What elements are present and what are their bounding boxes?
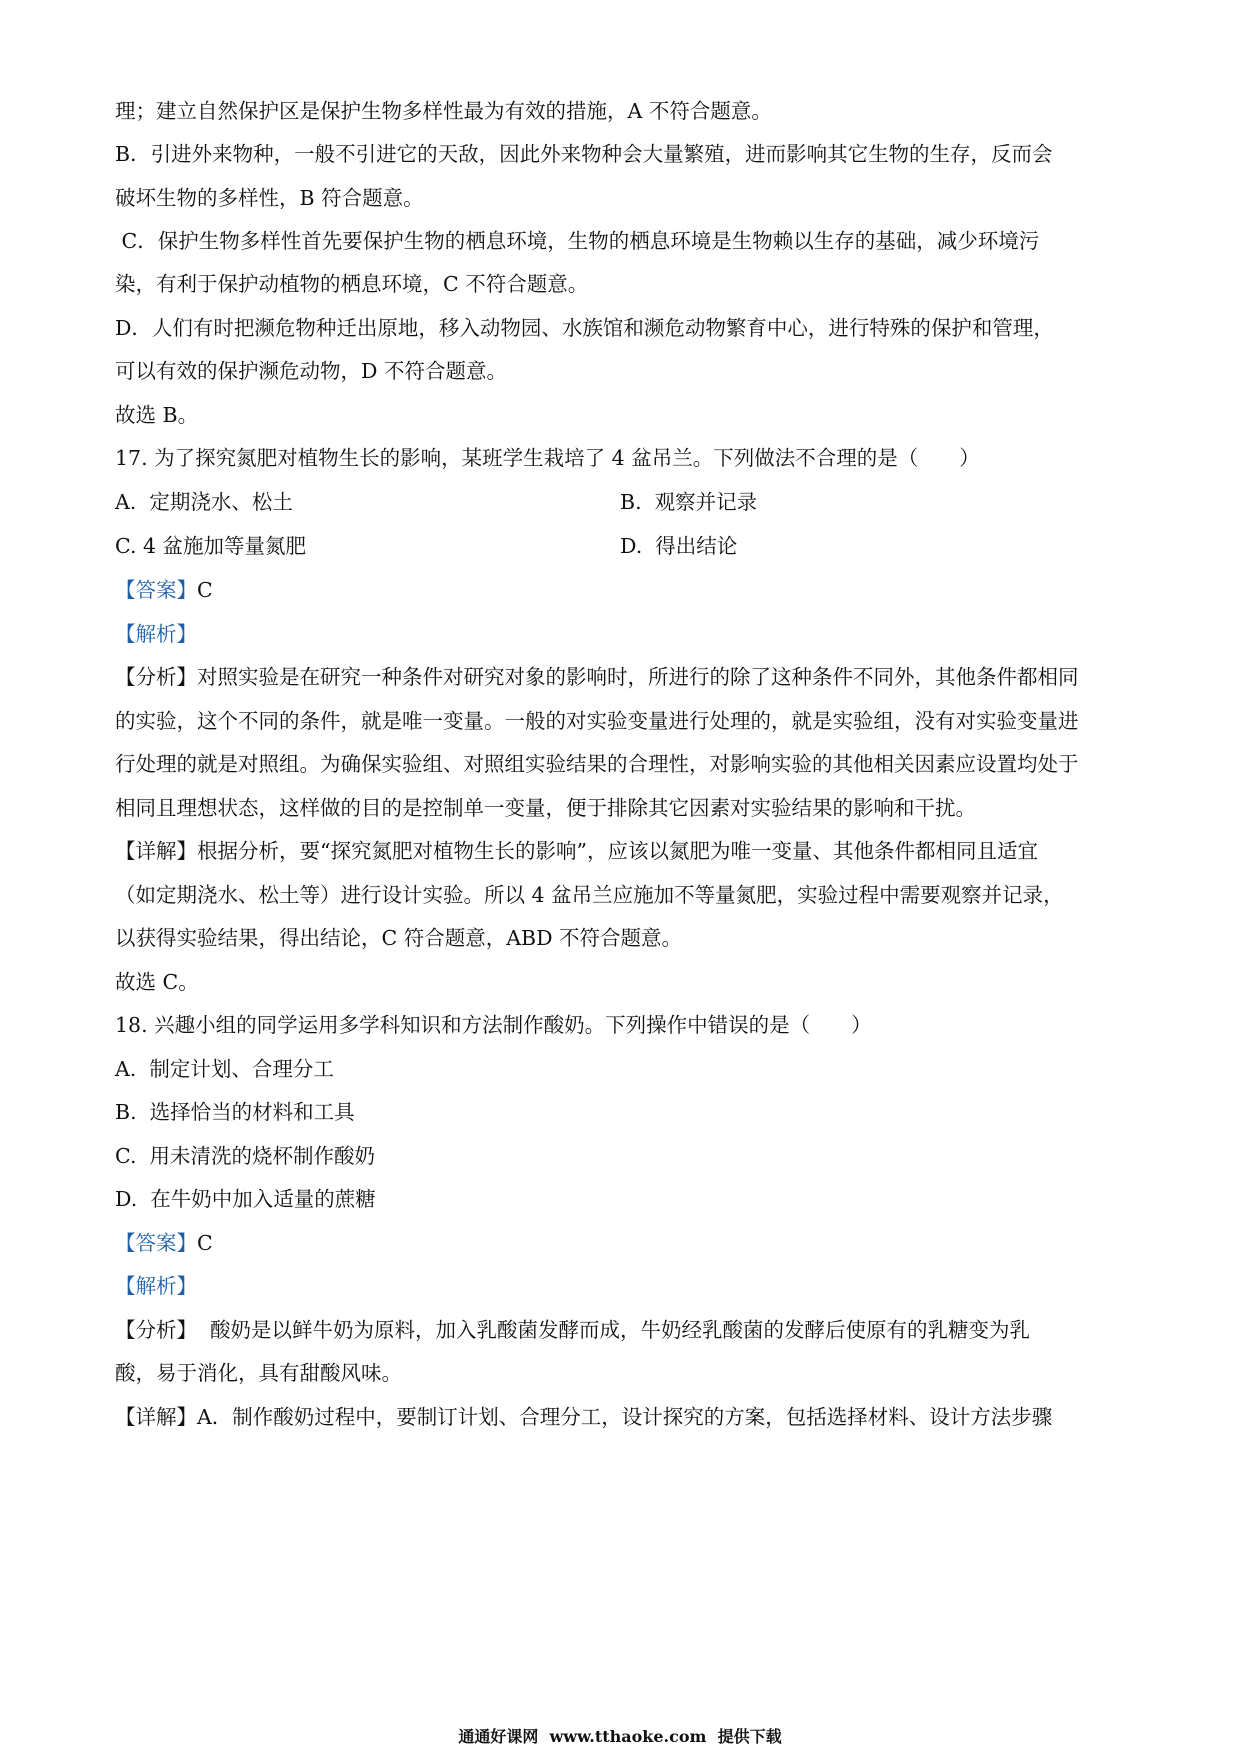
question-18-option-a: A. 制定计划、合理分工 bbox=[115, 1057, 334, 1081]
detail-tag: 【详解】 bbox=[115, 1405, 197, 1429]
text-line: 理；建立自然保护区是保护生物多样性最为有效的措施，A 不符合题意。 bbox=[115, 99, 772, 123]
question-17-analysis bbox=[115, 663, 1079, 691]
answer-tag: 【答案】 bbox=[115, 1231, 197, 1255]
text-line: 的实验，这个不同的条件，就是唯一变量。一般的对实验变量进行处理的，就是实验组，没有对实验变量进 bbox=[115, 709, 1079, 733]
question-17-option-c: C. 4 盆施加等量氮肥 bbox=[115, 534, 307, 558]
question-17-answer bbox=[115, 576, 213, 604]
question-18-option-b: B. 选择恰当的材料和工具 bbox=[115, 1100, 355, 1124]
page-footer: 通通好课网 www.tthaoke.com 提供下载 bbox=[458, 1727, 782, 1746]
question-17-option-a: A. 定期浇水、松土 bbox=[115, 490, 293, 514]
analysis-text: 酸奶是以鲜牛奶为原料，加入乳酸菌发酵而成，牛奶经乳酸菌的发酵后使原有的乳糖变为乳 bbox=[197, 1318, 1031, 1342]
text-line: 酸，易于消化，具有甜酸风味。 bbox=[115, 1361, 402, 1385]
conclusion-line: 故选 C。 bbox=[115, 970, 199, 994]
text-line: （如定期浇水、松土等）进行设计实验。所以 4 盆吊兰应施加不等量氮肥，实验过程中需要观察并记录， bbox=[115, 883, 1064, 907]
question-18-option-c: C. 用未清洗的烧杯制作酸奶 bbox=[115, 1144, 376, 1168]
conclusion-line: 故选 B。 bbox=[115, 403, 199, 427]
text-line: D．人们有时把濒危物种迁出原地，移入动物园、水族馆和濒危动物繁育中心，进行特殊的保护和管理， bbox=[115, 316, 1054, 340]
text-line: 以获得实验结果，得出结论，C 符合题意，ABD 不符合题意。 bbox=[115, 926, 683, 950]
analysis-text: 对照实验是在研究一种条件对研究对象的影响时，所进行的除了这种条件不同外，其他条件都相同 bbox=[197, 665, 1079, 689]
question-17-stem: 17. 为了探究氮肥对植物生长的影响，某班学生栽培了 4 盆吊兰。下列做法不合理的是（ ） bbox=[115, 446, 980, 470]
analysis-tag: 【分析】 bbox=[115, 665, 197, 689]
question-17-option-b: B. 观察并记录 bbox=[620, 490, 758, 514]
answer-value: C bbox=[197, 578, 213, 602]
question-18-jiexi-tag: 【解析】 bbox=[115, 1274, 197, 1298]
question-18-detail bbox=[115, 1403, 1052, 1431]
text-line: B．引进外来物种，一般不引进它的天敌，因此外来物种会大量繁殖，进而影响其它生物的生存，反而会 bbox=[115, 142, 1053, 166]
text-line: 相同且理想状态，这样做的目的是控制单一变量，便于排除其它因素对实验结果的影响和干扰。 bbox=[115, 796, 976, 820]
text-line: 可以有效的保护濒危动物，D 不符合题意。 bbox=[115, 359, 507, 383]
text-line: 染，有利于保护动植物的栖息环境，C 不符合题意。 bbox=[115, 272, 589, 296]
question-18-answer bbox=[115, 1229, 213, 1257]
text-line: C．保护生物多样性首先要保护生物的栖息环境，生物的栖息环境是生物赖以生存的基础，减少环境污 bbox=[115, 229, 1040, 253]
question-18-stem: 18. 兴趣小组的同学运用多学科知识和方法制作酸奶。下列操作中错误的是（ ） bbox=[115, 1013, 872, 1037]
answer-value: C bbox=[197, 1231, 213, 1255]
detail-text: 根据分析，要“探究氮肥对植物生长的影响”，应该以氮肥为唯一变量、其他条件都相同且适宜 bbox=[197, 839, 1038, 863]
detail-text: A．制作酸奶过程中，要制订计划、合理分工，设计探究的方案，包括选择材料、设计方法步骤 bbox=[197, 1405, 1053, 1429]
analysis-tag: 【分析】 bbox=[115, 1318, 197, 1342]
question-17-detail bbox=[115, 837, 1038, 865]
detail-tag: 【详解】 bbox=[115, 839, 197, 863]
text-line: 行处理的就是对照组。为确保实验组、对照组实验结果的合理性，对影响实验的其他相关因素应设置均处于 bbox=[115, 752, 1079, 776]
question-18-option-d: D. 在牛奶中加入适量的蔗糖 bbox=[115, 1187, 376, 1211]
answer-tag: 【答案】 bbox=[115, 578, 197, 602]
text-line: 破坏生物的多样性，B 符合题意。 bbox=[115, 186, 424, 210]
question-17-option-d: D. 得出结论 bbox=[620, 534, 738, 558]
question-18-analysis bbox=[115, 1316, 1030, 1344]
question-17-jiexi-tag: 【解析】 bbox=[115, 622, 197, 646]
